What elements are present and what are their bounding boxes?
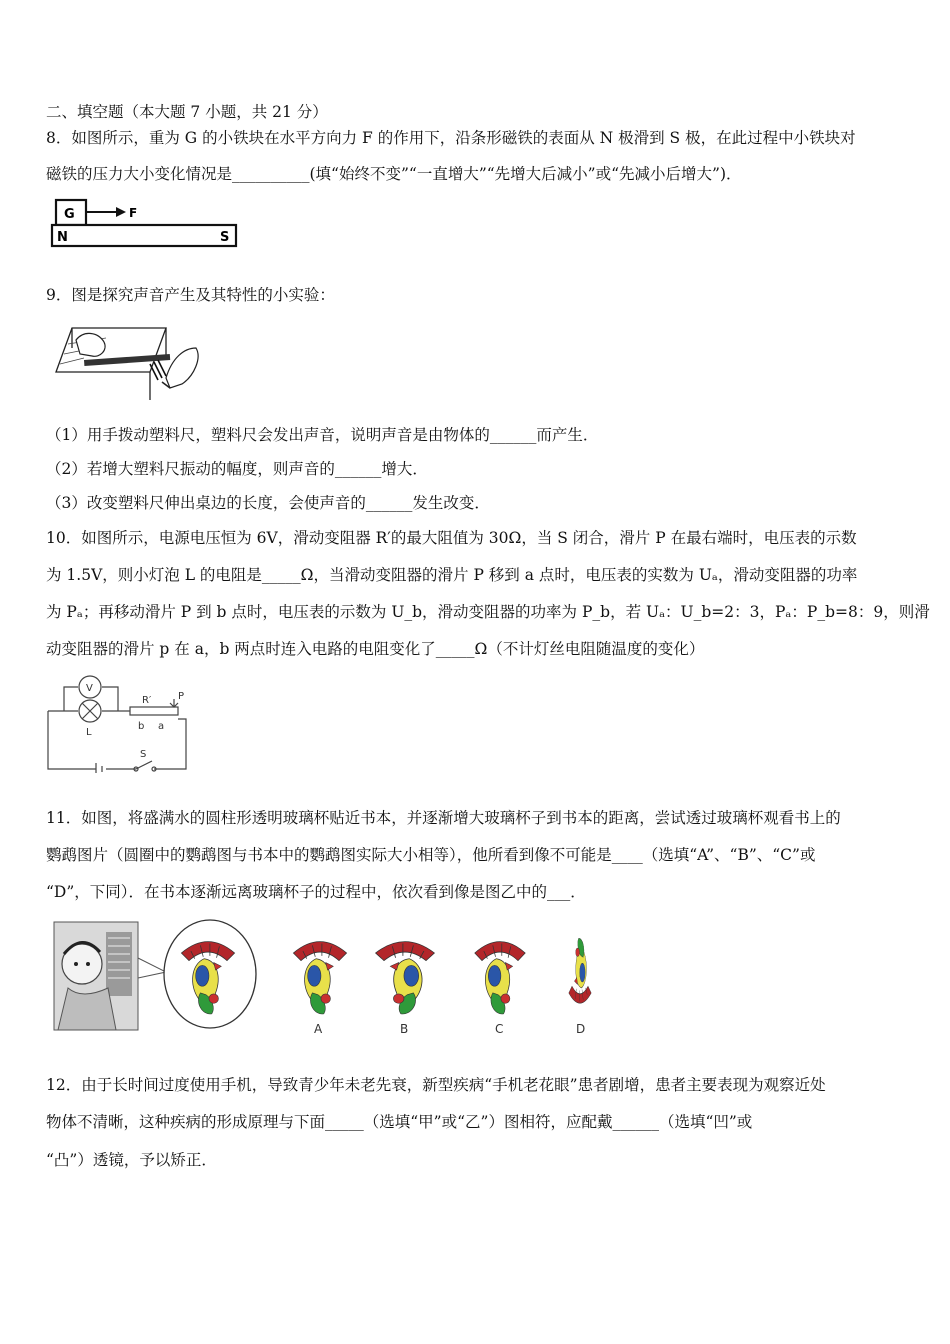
q9-ruler-figure	[54, 318, 204, 404]
q9-stem: 9．图是探究声音产生及其特性的小实验：	[46, 286, 335, 304]
battery	[96, 763, 102, 773]
label-b: B	[400, 1022, 409, 1036]
parrot-image-a	[293, 942, 346, 1014]
q12-text-line2: 物体不清晰，这种疾病的形成原理与下面_____（选填“甲”或“乙”）图相符，应配戴______（选填“凹”或	[46, 1113, 753, 1131]
q9-sub1: （1）用手拨动塑料尺，塑料尺会发出声音，说明声音是由物体的______而产生．	[46, 426, 599, 444]
plucking-hand	[166, 348, 198, 388]
q11-text-line1: 11．如图，将盛满水的圆柱形透明玻璃杯贴近书本，并逐渐增大玻璃杯子到书本的距离，尝试透过玻璃杯观看书上的	[46, 809, 841, 827]
q10-text-line3: 为 Pₐ；再移动滑片 P 到 b 点时，电压表的示数为 U_b，滑动变阻器的功率为 P_b，若 Uₐ：U_b=2：3，Pₐ：P_b=8：9，则滑	[46, 603, 930, 621]
rheostat-label: R′	[142, 695, 152, 706]
slider-label: P	[178, 691, 185, 702]
q8-text-line1: 8．如图所示，重为 G 的小铁块在水平方向力 F 的作用下，沿条形磁铁的表面从 N 极滑到 S 极，在此过程中小铁块对	[46, 129, 856, 147]
q12-text-line3: “凸”）透镜，予以矫正．	[46, 1151, 217, 1169]
force-arrow-head	[116, 207, 126, 217]
q11-text-line3: “D”，下同）．在书本逐渐远离玻璃杯子的过程中，依次看到像是图乙中的___．	[46, 883, 586, 901]
circuit-wires	[48, 687, 186, 769]
q10-circuit-figure	[44, 673, 194, 773]
parrot-image-b	[376, 942, 435, 1014]
rheostat	[130, 707, 178, 715]
point-a-label: a	[158, 721, 165, 732]
q9-sub3: （3）改变塑料尺伸出桌边的长度，会使声音的______发生改变．	[46, 494, 490, 512]
magnet-south-label: S	[220, 230, 230, 245]
voltmeter-label: V	[86, 683, 93, 694]
boy-reading-photo	[54, 922, 166, 1030]
q11-parrot-figure	[50, 918, 620, 1040]
q11-text-line2: 鹦鹉图片（圆圈中的鹦鹉图与书本中的鹦鹉图实际大小相等），他所看到像不可能是____（选填“A”、“B”、“C”或	[46, 846, 816, 864]
q10-text-line1: 10．如图所示，电源电压恒为 6V，滑动变阻器 R′的最大阻值为 30Ω，当 S 闭合，滑片 P 在最右端时，电压表的示数	[46, 529, 857, 547]
q8-text-line2: 磁铁的压力大小变化情况是__________(填“始终不变”“一直增大”“先增大后减小”或“先减小后增大”)．	[46, 165, 742, 183]
switch-label: S	[140, 749, 147, 760]
slider-contact	[170, 699, 178, 707]
q8-magnet-figure	[50, 198, 240, 250]
q10-text-line4: 动变阻器的滑片 p 在 a，b 两点时连入电路的电阻变化了_____Ω（不计灯丝电阻随温度的变化）	[46, 640, 705, 658]
q10-text-line2: 为 1.5V，则小灯泡 L 的电阻是_____Ω，当滑动变阻器的滑片 P 移到 a 点时，电压表的实数为 Uₐ，滑动变阻器的功率	[46, 566, 858, 584]
magnet-north-label: N	[57, 230, 68, 245]
q12-text-line1: 12．由于长时间过度使用手机，导致青少年未老先衰，新型疾病“手机老花眼”患者剧增，患者主要表现为观察近处	[46, 1076, 826, 1094]
point-b-label: b	[138, 721, 145, 732]
q9-sub2: （2）若增大塑料尺振动的幅度，则声音的______增大．	[46, 460, 428, 478]
lamp-filament	[82, 703, 98, 719]
force-label: F	[129, 206, 138, 220]
lamp-label: L	[86, 727, 92, 738]
label-c: C	[495, 1022, 504, 1036]
switch	[136, 761, 152, 769]
parrot-image-d	[569, 938, 591, 1003]
section-title: 二、填空题（本大题 7 小题，共 21 分）	[46, 103, 328, 121]
label-a: A	[314, 1022, 323, 1036]
label-d: D	[576, 1022, 586, 1036]
bar-magnet	[52, 225, 236, 246]
parrot-image-c	[475, 942, 525, 1014]
iron-block-label: G	[64, 207, 75, 222]
